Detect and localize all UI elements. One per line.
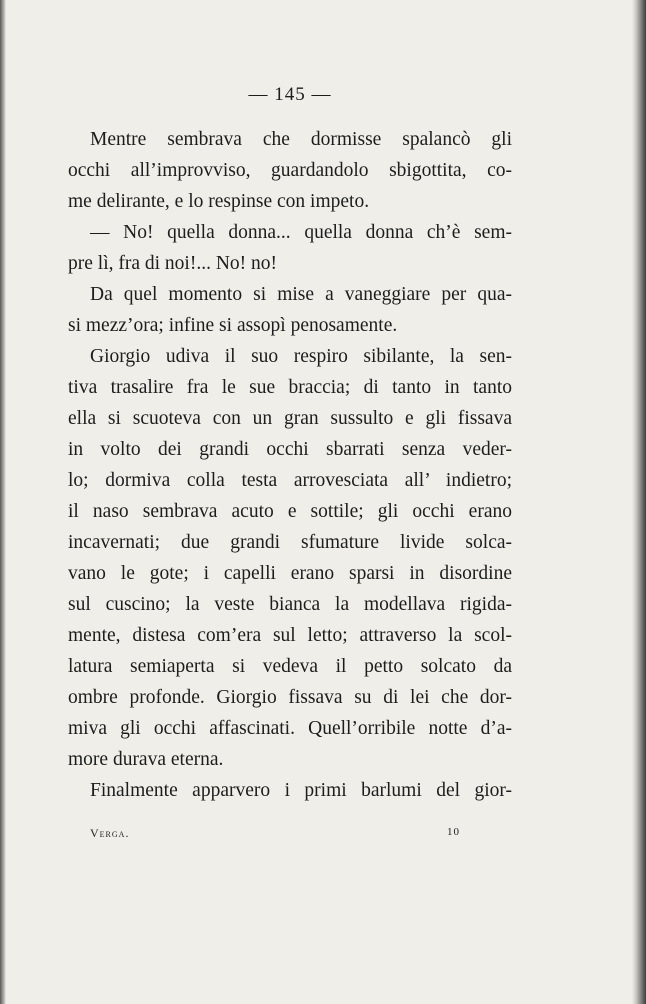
text-line: more durava eterna. — [68, 749, 224, 770]
page-left-edge — [0, 0, 6, 1004]
text-line: lo; dormiva colla testa arrovesciata all’ indietro; — [68, 470, 512, 491]
text-line: mente, distesa com’era sul letto; attraverso la scol- — [68, 625, 512, 646]
text-line: — No! quella donna... quella donna ch’è sem- — [90, 222, 512, 243]
text-line: vano le gote; i capelli erano sparsi in disordine — [68, 563, 512, 584]
text-line: Mentre sembrava che dormisse spalancò gli — [90, 129, 512, 150]
text-line: ombre profonde. Giorgio fissava su di lei che dor- — [68, 687, 512, 708]
text-line: sul cuscino; la veste bianca la modellava rigida- — [68, 594, 512, 615]
page-number: — 145 — — [248, 84, 332, 105]
text-line: tiva trasalire fra le sue braccia; di tanto in tanto — [68, 377, 512, 398]
text-line: il naso sembrava acuto e sottile; gli occhi erano — [68, 501, 512, 522]
text-line: incavernati; due grandi sfumature livide solca- — [68, 532, 512, 553]
footer-signature: Verga. — [90, 826, 130, 840]
text-line: ella si scuoteva con un gran sussulto e gli fissava — [68, 408, 512, 429]
text-line: in volto dei grandi occhi sbarrati senza veder- — [68, 439, 512, 460]
text-line: Finalmente apparvero i primi barlumi del gior- — [90, 780, 512, 801]
text-line: latura semiaperta si vedeva il petto solcato da — [68, 656, 512, 677]
body-text — [68, 124, 512, 806]
text-line: occhi all’improvviso, guardandolo sbigottita, co- — [68, 160, 512, 181]
footer-sheet-number: 10 — [447, 826, 460, 838]
text-line: si mezz’ora; infine si assopì penosamente. — [68, 315, 398, 336]
text-line: miva gli occhi affascinati. Quell’orribile notte d’a- — [68, 718, 512, 739]
page-right-edge — [632, 0, 646, 1004]
text-line: me delirante, e lo respinse con impeto. — [68, 191, 370, 212]
text-line: pre lì, fra di noi!... No! no! — [68, 253, 278, 274]
text-line: Giorgio udiva il suo respiro sibilante, la sen- — [90, 346, 512, 367]
text-line: Da quel momento si mise a vaneggiare per qua- — [90, 284, 512, 305]
